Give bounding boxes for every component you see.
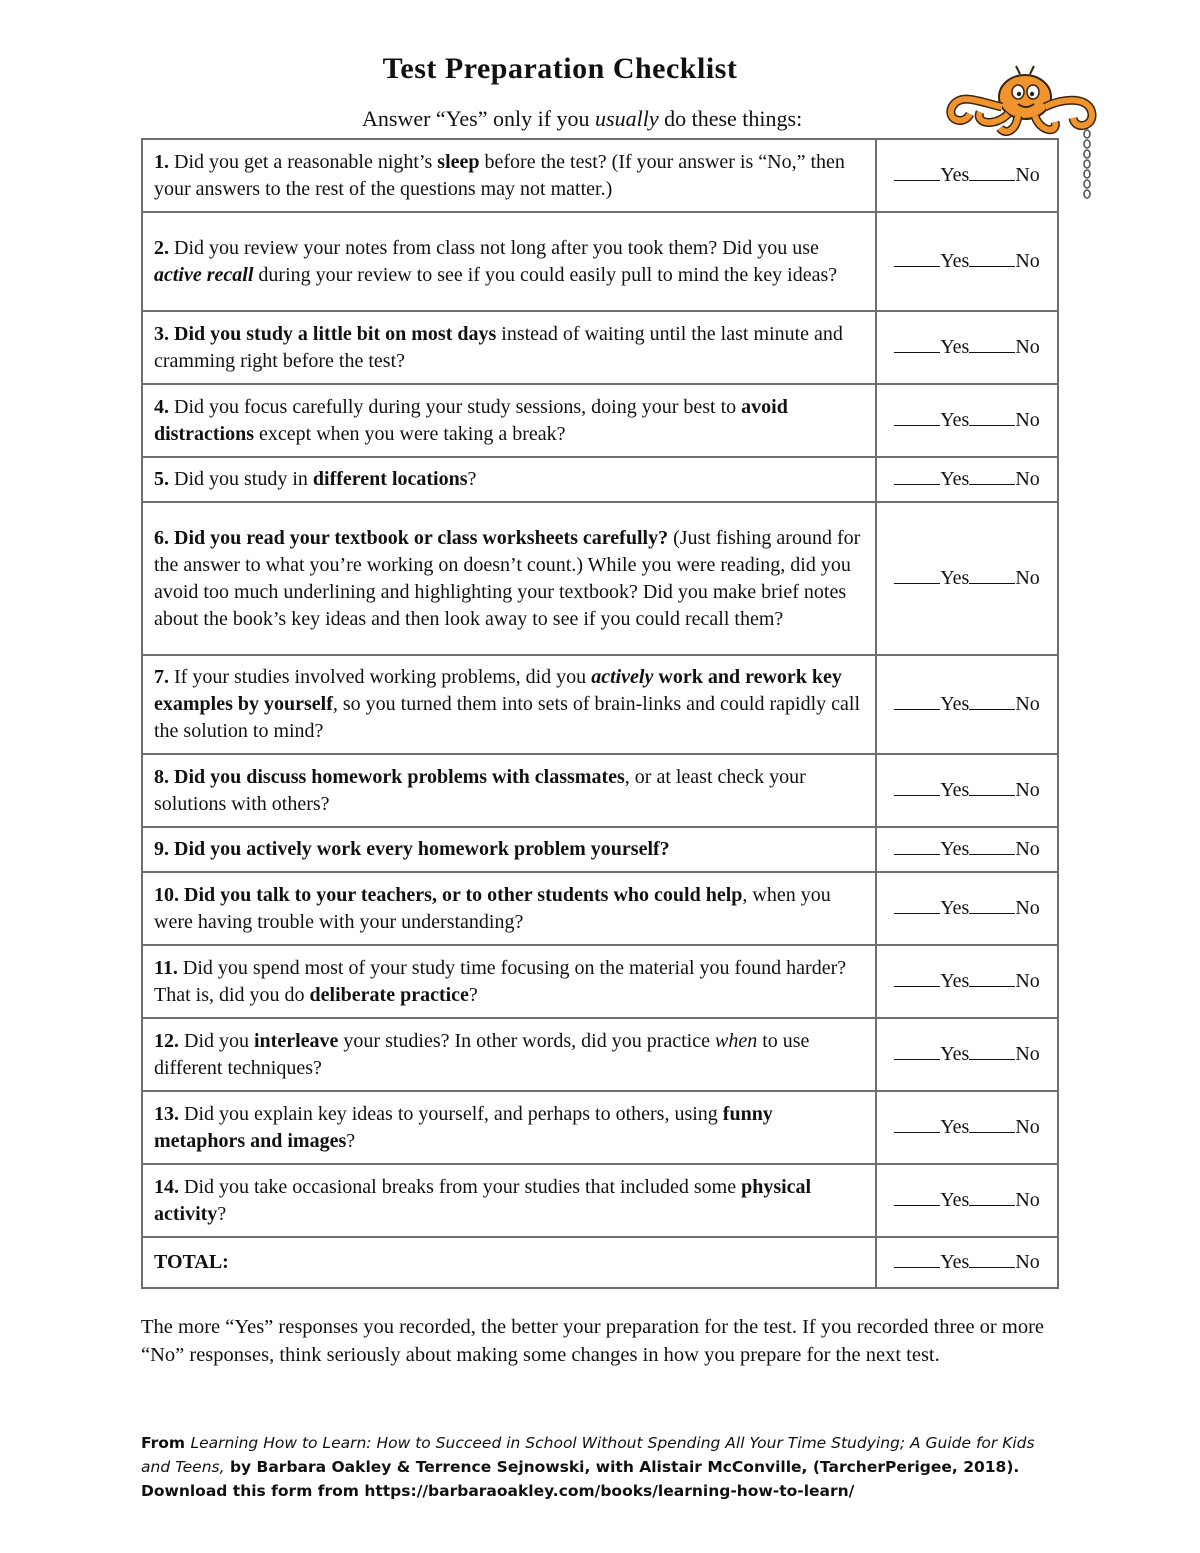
question-text [142, 827, 876, 872]
yes-no-answer[interactable] [876, 384, 1058, 457]
question-segment: Did you study in [169, 468, 313, 490]
question-number: 7. [154, 666, 169, 688]
yes-blank[interactable] [894, 466, 940, 485]
question-text [142, 872, 876, 945]
question-segment: Did you discuss homework problems with classmates [169, 765, 625, 788]
no-blank[interactable] [969, 836, 1015, 855]
question-segment: Did you take occasional breaks from your studies that included some [179, 1175, 742, 1198]
question-row [142, 139, 1058, 212]
yes-label: Yes [940, 336, 970, 358]
question-segment: Did you explain key ideas to yourself, and perhaps to others, using [179, 1102, 723, 1125]
page-title: Test Preparation Checklist [382, 52, 738, 85]
question-segment: during your review to see if you could easily pull to mind the key ideas? [253, 263, 838, 286]
question-segment: (Just fishing around for the answer to what you’re working on doesn’t count.) While you were reading, did you avoid too much underlining and highlighting your textbook? Did you make brief notes about the book’s key ideas and then look away to see if you could recall them? [154, 526, 861, 630]
no-blank[interactable] [969, 777, 1015, 796]
question-segment: , so you turned them into sets of brain-links and could rapidly call the solution to mind? [154, 693, 861, 742]
question-number: 8. [154, 765, 169, 788]
question-number: 1. [154, 150, 169, 173]
yes-blank[interactable] [894, 1187, 940, 1206]
yes-blank[interactable] [894, 407, 940, 426]
yes-label: Yes [940, 164, 970, 186]
question-number: 13. [154, 1102, 179, 1125]
yes-no-answer[interactable] [876, 311, 1058, 384]
question-row [142, 457, 1058, 502]
no-label: No [1015, 970, 1040, 992]
yes-blank[interactable] [894, 565, 940, 584]
question-row [142, 754, 1058, 827]
question-segment: sleep [437, 150, 480, 173]
yes-label: Yes [940, 970, 970, 992]
no-blank[interactable] [969, 895, 1015, 914]
yes-label: Yes [940, 779, 970, 801]
question-text [142, 139, 876, 212]
subtitle: Answer “Yes” only if you usually do these things: [362, 106, 803, 131]
question-text [142, 311, 876, 384]
yes-no-answer[interactable] [876, 754, 1058, 827]
question-number: 11. [154, 956, 178, 979]
yes-blank[interactable] [894, 248, 940, 267]
question-number: 12. [154, 1029, 179, 1052]
yes-blank[interactable] [894, 1249, 940, 1268]
no-label: No [1015, 336, 1040, 358]
question-text [142, 1164, 876, 1237]
yes-no-answer[interactable] [876, 1237, 1058, 1288]
no-label: No [1015, 1043, 1040, 1065]
no-blank[interactable] [969, 565, 1015, 584]
question-segment: Did you read your textbook or class worksheets carefully? [169, 526, 669, 549]
yes-no-answer[interactable] [876, 827, 1058, 872]
no-label: No [1015, 164, 1040, 186]
question-segment: your studies? In other words, did you practice [338, 1029, 715, 1052]
question-number: 10. [154, 883, 179, 906]
no-blank[interactable] [969, 691, 1015, 710]
question-row [142, 502, 1058, 655]
yes-blank[interactable] [894, 1041, 940, 1060]
question-row [142, 1018, 1058, 1091]
question-segment: If your studies involved working problems, did you [169, 666, 592, 688]
no-blank[interactable] [969, 1114, 1015, 1133]
question-segment: avoid distractions [154, 395, 788, 445]
yes-no-answer[interactable] [876, 945, 1058, 1018]
yes-no-answer[interactable] [876, 1018, 1058, 1091]
question-text [142, 1091, 876, 1164]
question-segment: to use different techniques? [154, 1029, 810, 1079]
question-text [142, 384, 876, 457]
question-text [142, 655, 876, 754]
yes-label: Yes [940, 897, 970, 919]
question-text [142, 754, 876, 827]
question-row [142, 1164, 1058, 1237]
yes-no-answer[interactable] [876, 1164, 1058, 1237]
question-text [142, 1018, 876, 1091]
no-blank[interactable] [969, 407, 1015, 426]
yes-no-answer[interactable] [876, 1091, 1058, 1164]
yes-blank[interactable] [894, 895, 940, 914]
no-blank[interactable] [969, 968, 1015, 987]
question-segment: ? [468, 983, 478, 1006]
question-number: 3. [154, 322, 169, 345]
question-number: 9. [154, 838, 169, 860]
results-note: The more “Yes” responses you recorded, the better your preparation for the test. If you recorded three or more “No” responses, think seriously about making some changes in how you prepare for the next test. [141, 1316, 1044, 1366]
question-row [142, 827, 1058, 872]
question-row [142, 1091, 1058, 1164]
total-label-cell [142, 1237, 876, 1288]
no-label: No [1015, 1116, 1040, 1138]
yes-no-answer[interactable] [876, 655, 1058, 754]
question-segment: before the test? (If your answer is “No,” then your answers to the rest of the questions may not matter.) [154, 150, 845, 200]
no-label: No [1015, 409, 1040, 431]
question-segment: ? [467, 468, 477, 490]
question-segment: funny metaphors and images [154, 1102, 773, 1152]
question-row [142, 872, 1058, 945]
question-segment: Did you review your notes from class not long after you took them? Did you use [169, 236, 819, 259]
question-segment: interleave [254, 1029, 339, 1052]
no-label: No [1015, 1251, 1040, 1273]
question-segment: Did you study a little bit on most days [169, 322, 497, 345]
yes-label: Yes [940, 567, 970, 589]
question-segment: instead of waiting until the last minute and cramming right before the test? [154, 322, 843, 372]
yes-blank[interactable] [894, 836, 940, 855]
yes-blank[interactable] [894, 1114, 940, 1133]
question-text [142, 212, 876, 311]
question-segment: Did you talk to your teachers, or to other students who could help [179, 883, 743, 906]
yes-label: Yes [940, 693, 970, 715]
question-segment: work and rework key examples by yourself [154, 666, 842, 715]
total-label: TOTAL: [154, 1251, 229, 1273]
yes-label: Yes [940, 468, 970, 490]
yes-label: Yes [940, 250, 970, 272]
yes-no-answer[interactable] [876, 502, 1058, 655]
yes-label: Yes [940, 1189, 970, 1211]
question-text [142, 945, 876, 1018]
question-number: 4. [154, 395, 169, 418]
no-label: No [1015, 250, 1040, 272]
question-segment: Did you spend most of your study time focusing on the material you found harder? That is, did you do [154, 956, 847, 1006]
yes-label: Yes [940, 838, 970, 860]
yes-blank[interactable] [894, 334, 940, 353]
yes-no-answer[interactable] [876, 457, 1058, 502]
question-segment: ? [346, 1129, 356, 1152]
no-blank[interactable] [969, 248, 1015, 267]
question-segment-wrap [154, 264, 253, 286]
question-segment-wrap [591, 666, 653, 688]
question-text [142, 457, 876, 502]
question-number: 2. [154, 236, 169, 259]
question-row [142, 311, 1058, 384]
yes-no-answer[interactable] [876, 872, 1058, 945]
yes-no-answer[interactable] [876, 212, 1058, 311]
no-blank[interactable] [969, 466, 1015, 485]
question-segment: Did you actively work every homework problem yourself? [169, 838, 670, 860]
no-label: No [1015, 779, 1040, 801]
question-segment: deliberate practice [309, 983, 469, 1006]
question-row [142, 212, 1058, 311]
no-blank[interactable] [969, 1249, 1015, 1268]
yes-blank[interactable] [894, 691, 940, 710]
no-label: No [1015, 838, 1040, 860]
total-row [142, 1237, 1058, 1288]
question-number: 5. [154, 468, 169, 490]
no-blank[interactable] [969, 1187, 1015, 1206]
question-row [142, 945, 1058, 1018]
yes-blank[interactable] [894, 968, 940, 987]
question-segment: different locations [312, 468, 468, 490]
yes-label: Yes [940, 409, 970, 431]
yes-no-answer[interactable] [876, 139, 1058, 212]
question-segment: except when you were taking a break? [254, 422, 566, 445]
question-segment: active recall [154, 263, 254, 286]
yes-label: Yes [940, 1043, 970, 1065]
question-segment: ? [217, 1202, 227, 1225]
no-label: No [1015, 897, 1040, 919]
no-label: No [1015, 693, 1040, 715]
yes-label: Yes [940, 1116, 970, 1138]
question-segment: , when you were having trouble with your understanding? [154, 883, 831, 933]
question-segment: Did you [179, 1029, 254, 1052]
no-blank[interactable] [969, 162, 1015, 181]
checklist-table [141, 138, 1059, 1289]
question-segment: physical activity [154, 1175, 812, 1225]
source-credit: From Learning How to Learn: How to Succeed in School Without Spending All Your Time Studying; A Guide for Kids and Teens, by Barbara Oakley & Terrence Sejnowski, with Alistair McConville, (TarcherPerigee, 2018). Download this form from https://barbaraoakley.com/books/learning-how-to-learn/ [141, 1434, 1035, 1500]
no-label: No [1015, 468, 1040, 490]
yes-blank[interactable] [894, 777, 940, 796]
question-number: 14. [154, 1175, 179, 1198]
no-label: No [1015, 567, 1040, 589]
no-blank[interactable] [969, 1041, 1015, 1060]
no-label: No [1015, 1189, 1040, 1211]
question-row [142, 384, 1058, 457]
question-text [142, 502, 876, 655]
question-number: 6. [154, 526, 169, 549]
question-segment: Did you get a reasonable night’s [169, 150, 438, 173]
yes-label: Yes [940, 1251, 970, 1273]
no-blank[interactable] [969, 334, 1015, 353]
question-segment: , or at least check your solutions with others? [154, 765, 806, 815]
question-row [142, 655, 1058, 754]
yes-blank[interactable] [894, 162, 940, 181]
question-segment: Did you focus carefully during your study sessions, doing your best to [169, 395, 742, 418]
question-segment: actively [591, 666, 654, 688]
question-segment: when [714, 1029, 758, 1052]
